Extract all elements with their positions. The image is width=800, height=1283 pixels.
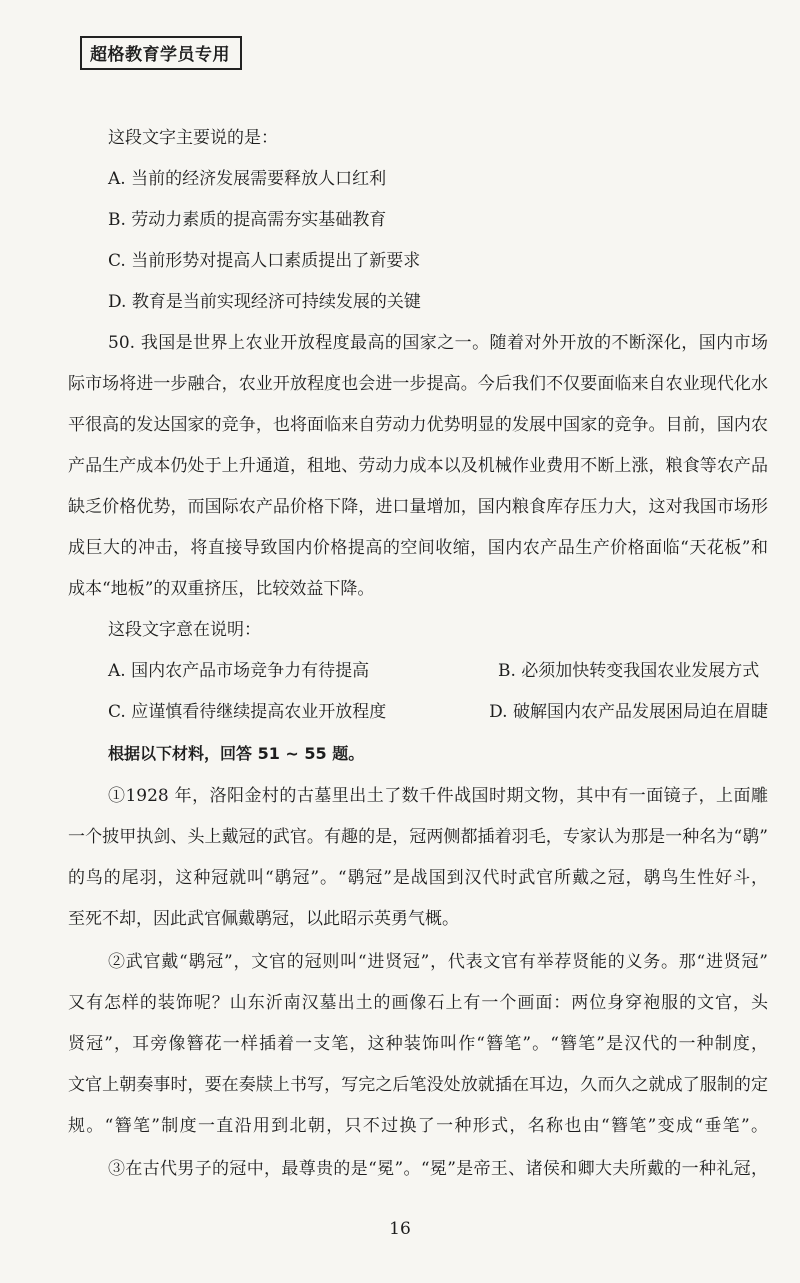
q50-line: 50. 我国是世界上农业开放程度最高的国家之一。随着对外开放的不断深化，国内市场 [108,333,768,353]
q50-options-row-2 [68,692,768,733]
q50-option-a: A. 国内农产品市场竞争力有待提高 [108,661,370,681]
para1-line: 的鸟的尾羽，这种冠就叫“鹖冠”。“鹖冠”是战国到汉代时武官所戴之冠，鹖鸟生性好斗， [68,868,768,888]
para1-line: 至死不却，因此武官佩戴鹖冠，以此昭示英勇气概。 [68,909,459,929]
stamp-label: 超格教育学员专用 [80,36,242,70]
q50-line: 平很高的发达国家的竞争，也将面临来自劳动力优势明显的发展中国家的竞争。目前，国内农 [68,415,768,435]
page-content [68,118,768,1190]
para2-line: 规。“簪笔”制度一直沿用到北朝，只不过换了一种形式，名称也由“簪笔”变成“垂笔”。 [68,1116,768,1136]
material-heading: 根据以下材料，回答 51 ~ 55 题。 [108,744,365,763]
q50-line: 际市场将进一步融合，农业开放程度也会进一步提高。今后我们不仅要面临来自农业现代化水 [68,374,768,394]
para1-line: 一个披甲执剑、头上戴冠的武官。有趣的是，冠两侧都插着羽毛，专家认为那是一种名为“鹖” [68,827,768,847]
q49-option-c: C. 当前形势对提高人口素质提出了新要求 [108,251,421,271]
q49-option-b: B. 劳动力素质的提高需夯实基础教育 [108,210,387,230]
para2-line: 又有怎样的装饰呢？山东沂南汉墓出土的画像石上有一个画面：两位身穿袍服的文官，头 [68,993,768,1013]
para1-line: ①1928 年，洛阳金村的古墓里出土了数千件战国时期文物，其中有一面镜子，上面雕 [108,786,768,806]
para2-line: ②武官戴“鹖冠”，文官的冠则叫“进贤冠”，代表文官有举荐贤能的义务。那“进贤冠” [108,952,768,972]
para3-line: ③在古代男子的冠中，最尊贵的是“冕”。“冕”是帝王、诸侯和卿大夫所戴的一种礼冠， [108,1159,768,1179]
para2-line: 文官上朝奏事时，要在奏牍上书写，写完之后笔没处放就插在耳边，久而久之就成了服制的定 [68,1075,768,1095]
q50-line: 缺乏价格优势，而国际农产品价格下降，进口量增加，国内粮食库存压力大，这对我国市场形 [68,497,768,517]
page-number: 16 [389,1219,411,1239]
q49-option-a: A. 当前的经济发展需要释放人口红利 [108,169,387,189]
q50-options-row-1 [68,651,768,692]
q50-prompt: 这段文字意在说明： [108,620,261,640]
q50-option-c: C. 应谨慎看待继续提高农业开放程度 [108,702,387,722]
para2-line: 贤冠”，耳旁像簪花一样插着一支笔，这种装饰叫作“簪笔”。“簪笔”是汉代的一种制度， [68,1034,768,1054]
q50-line: 成本“地板”的双重挤压，比较效益下降。 [68,579,375,599]
q50-line: 成巨大的冲击，将直接导致国内价格提高的空间收缩，国内农产品生产价格面临“天花板”和 [68,538,768,558]
q50-line: 产品生产成本仍处于上升通道，租地、劳动力成本以及机械作业费用不断上涨，粮食等农产品 [68,456,768,476]
q50-option-b: B. 必须加快转变我国农业发展方式 [498,661,760,681]
q49-prompt: 这段文字主要说的是： [108,128,278,148]
q49-option-d: D. 教育是当前实现经济可持续发展的关键 [108,292,421,312]
q50-option-d: D. 破解国内农产品发展困局迫在眉睫 [489,702,768,722]
